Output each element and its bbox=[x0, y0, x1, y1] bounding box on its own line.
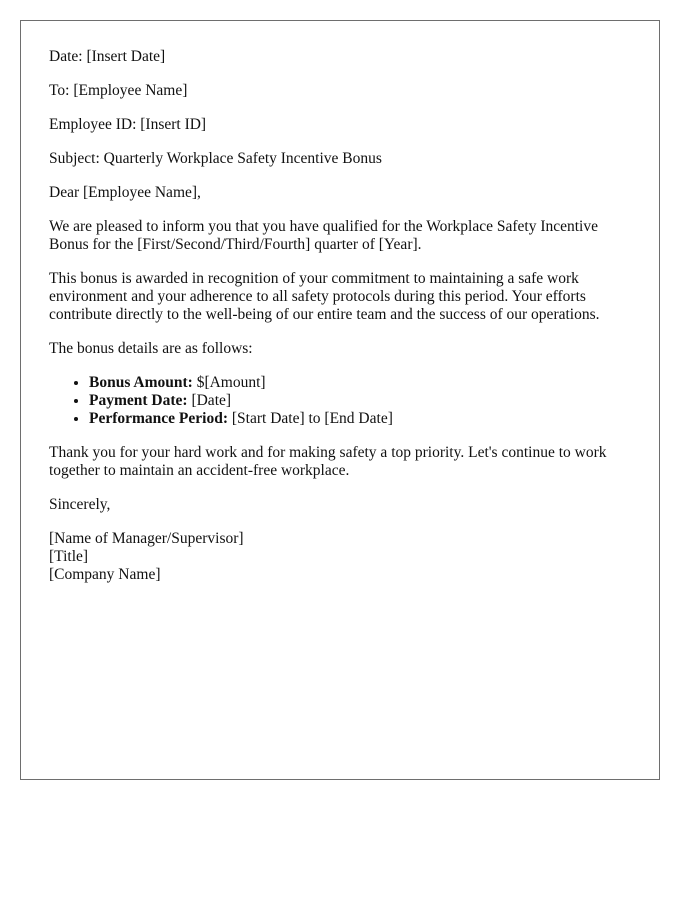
detail-bonus-amount bbox=[89, 374, 631, 392]
detail-label: Bonus Amount: bbox=[89, 374, 193, 391]
detail-value: $[Amount] bbox=[192, 374, 266, 391]
signature-block bbox=[49, 530, 631, 584]
detail-payment-date bbox=[89, 392, 631, 410]
date-line: Date: [Insert Date] bbox=[49, 48, 166, 65]
recipient-line: To: [Employee Name] bbox=[49, 82, 188, 99]
detail-label: Payment Date: bbox=[89, 392, 188, 409]
detail-value: [Date] bbox=[187, 392, 232, 409]
letter-document bbox=[20, 20, 660, 780]
signature-company: [Company Name] bbox=[49, 566, 161, 583]
signature-name: [Name of Manager/Supervisor] bbox=[49, 530, 244, 547]
subject-line: Subject: Quarterly Workplace Safety Incentive Bonus bbox=[49, 150, 382, 167]
employee-id-line: Employee ID: [Insert ID] bbox=[49, 116, 207, 133]
detail-value: [Start Date] to [End Date] bbox=[228, 410, 393, 427]
salutation: Dear [Employee Name], bbox=[49, 184, 201, 201]
closing-paragraph: Thank you for your hard work and for making safety a top priority. Let's continue to work together to maintain an accident-free workplace. bbox=[49, 444, 607, 479]
detail-label: Performance Period: bbox=[89, 410, 229, 427]
signature-title: [Title] bbox=[49, 548, 89, 565]
recognition-paragraph: This bonus is awarded in recognition of your commitment to maintaining a safe work environment and your adherence to all safety protocols during this period. Your efforts contribute directly to the well-being of our entire team and the success of our operations. bbox=[49, 270, 600, 323]
intro-paragraph: We are pleased to inform you that you have qualified for the Workplace Safety Incentive Bonus for the [First/Second/Third/Fourth] quarter of [Year]. bbox=[49, 218, 598, 253]
details-intro: The bonus details are as follows: bbox=[49, 340, 253, 357]
detail-performance-period bbox=[89, 410, 631, 428]
closing-salutation: Sincerely, bbox=[49, 496, 111, 513]
bonus-details-list bbox=[49, 374, 631, 428]
